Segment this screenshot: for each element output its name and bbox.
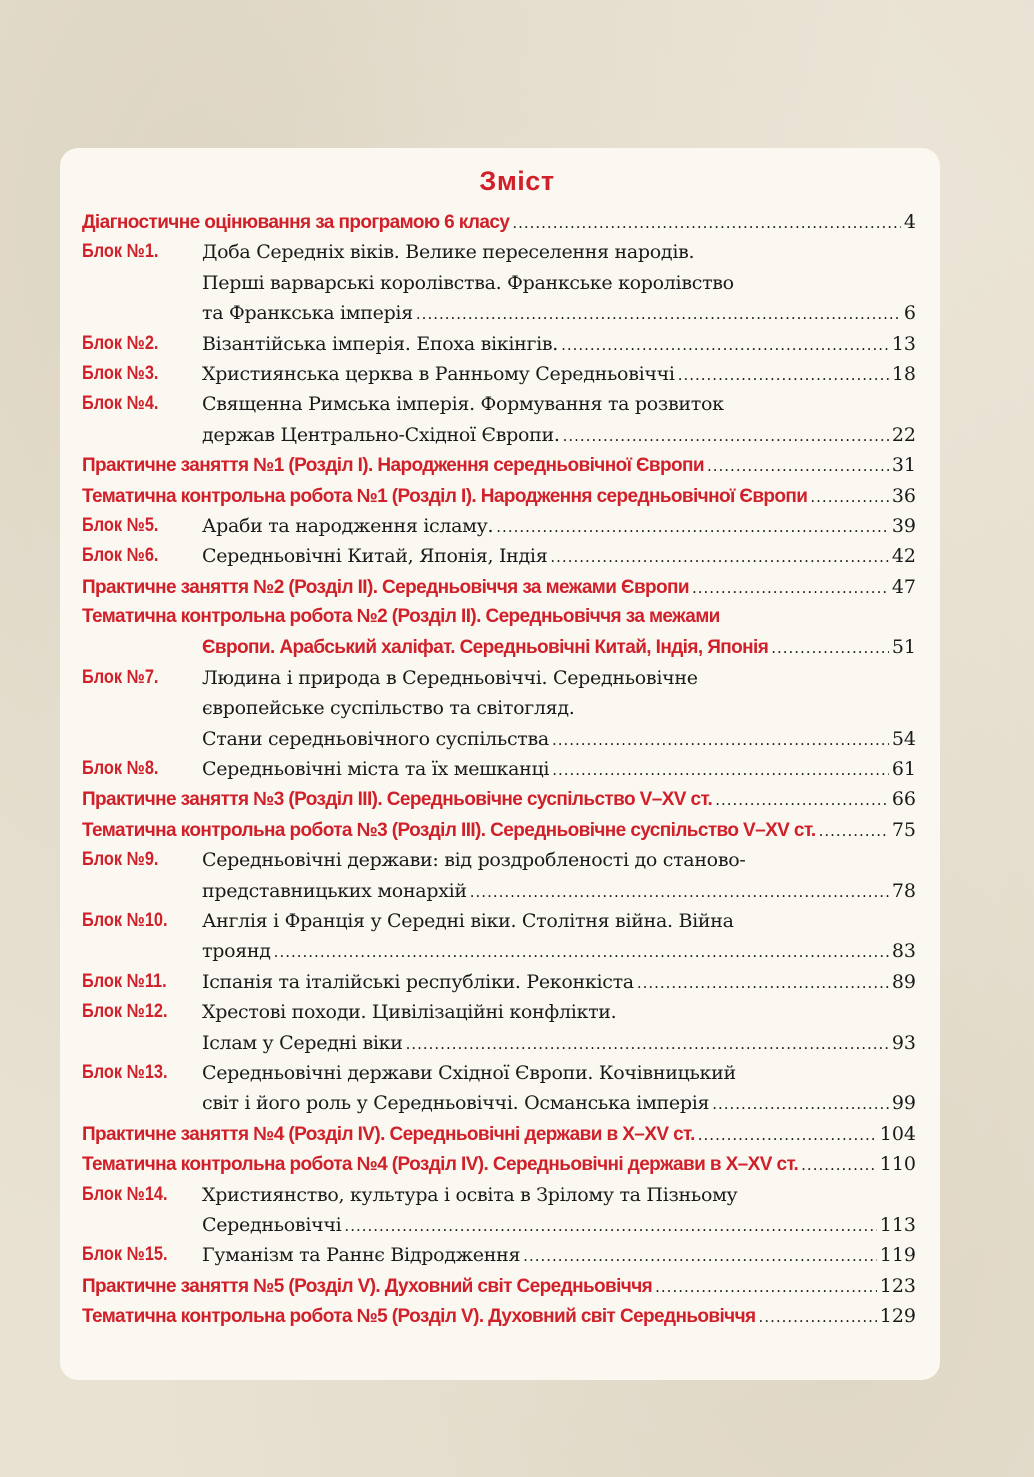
toc-row xyxy=(82,207,916,237)
leader-dots xyxy=(801,1150,877,1180)
page-number: 61 xyxy=(891,758,916,781)
toc-row xyxy=(82,268,916,298)
toc-row xyxy=(82,1058,916,1088)
entry-title: Тематична контрольна робота №1 (Розділ І). Народження середньовічної Європи xyxy=(82,485,808,507)
leader-dots xyxy=(406,1029,889,1059)
leader-dots xyxy=(512,208,901,238)
block-label: Блок №12. xyxy=(82,1001,168,1023)
entry-title: Практичне заняття №1 (Розділ І). Народження середньовічної Європи xyxy=(82,455,704,477)
block-label: Блок №1. xyxy=(82,241,159,263)
page-number: 75 xyxy=(891,818,916,841)
page-number: 54 xyxy=(891,727,916,750)
toc-row xyxy=(82,845,916,875)
toc-row xyxy=(82,663,916,693)
entry-title: Середньовічні міста та їх мешканці xyxy=(202,758,550,781)
page-number: 18 xyxy=(891,362,916,385)
entry-title: Тематична контрольна робота №3 (Розділ ІІІ). Середньовічне суспільство V–XV ст. xyxy=(82,819,816,841)
page-number: 42 xyxy=(891,545,916,568)
leader-dots xyxy=(678,360,889,390)
toc-row xyxy=(82,481,916,511)
toc-row xyxy=(82,389,916,419)
toc-row xyxy=(82,572,916,602)
entry-title: світ і його роль у Середньовіччі. Османська імперія xyxy=(202,1092,710,1115)
entry-title: та Франкська імперія xyxy=(202,302,413,325)
page-number: 78 xyxy=(891,879,916,902)
toc-row xyxy=(82,1149,916,1179)
block-label: Блок №6. xyxy=(82,545,159,567)
entry-title: Тематична контрольна робота №5 (Розділ V). Духовний світ Середньовіччя xyxy=(82,1306,756,1328)
entry-title: Практичне заняття №4 (Розділ IV). Середньовічні держави в Х–XV ст. xyxy=(82,1123,695,1145)
entry-title: Середньовічні держави Східної Європи. Кочівницький xyxy=(202,1061,736,1084)
toc-row xyxy=(82,237,916,267)
entry-title: держав Центрально-Східної Європи. xyxy=(202,423,560,446)
leader-dots xyxy=(552,725,889,755)
leader-dots xyxy=(274,937,889,967)
page-number: 93 xyxy=(891,1031,916,1054)
leader-dots xyxy=(523,1241,877,1271)
page-number: 4 xyxy=(903,211,916,233)
entry-title: Тематична контрольна робота №4 (Розділ IV). Середньовічні держави в Х–XV ст. xyxy=(82,1154,799,1176)
toc-row xyxy=(82,784,916,814)
entry-title: Християнство, культура і освіта в Зрілому та Пізньому xyxy=(202,1183,738,1206)
block-label: Блок №7. xyxy=(82,666,159,688)
page-number: 123 xyxy=(879,1274,916,1297)
leader-dots xyxy=(810,482,888,512)
leader-dots xyxy=(550,542,888,572)
page-number: 99 xyxy=(891,1092,916,1115)
toc-row xyxy=(82,329,916,359)
toc-row xyxy=(82,967,916,997)
leader-dots xyxy=(692,573,889,603)
page-number: 83 xyxy=(891,940,916,963)
toc-row xyxy=(82,754,916,784)
page-number: 129 xyxy=(879,1305,916,1328)
entry-title: Практичне заняття №3 (Розділ ІІІ). Середньовічне суспільство V–XV ст. xyxy=(82,789,713,811)
block-label: Блок №15. xyxy=(82,1244,168,1266)
toc-row xyxy=(82,1240,916,1270)
block-label: Блок №2. xyxy=(82,332,159,354)
page-number: 13 xyxy=(891,332,916,355)
toc-row xyxy=(82,541,916,571)
entry-title: Іспанія та італійські республіки. Реконкіста xyxy=(202,970,634,993)
leader-dots xyxy=(637,968,889,998)
page-number: 110 xyxy=(879,1153,916,1176)
leader-dots xyxy=(655,1272,877,1302)
entry-title: троянд xyxy=(202,940,271,963)
leader-dots xyxy=(715,785,889,815)
entry-title: Практичне заняття №5 (Розділ V). Духовний світ Середньовіччя xyxy=(82,1275,653,1297)
leader-dots xyxy=(698,1120,877,1150)
leader-dots xyxy=(759,1302,877,1332)
entry-title: Араби та народження ісламу. xyxy=(202,514,494,537)
toc-row xyxy=(82,876,916,906)
page-number: 39 xyxy=(891,514,916,537)
entry-title: Практичне заняття №2 (Розділ ІІ). Середньовіччя за межами Європи xyxy=(82,576,689,598)
entry-title: Священна Римська імперія. Формування та розвиток xyxy=(202,393,724,416)
page-number: 36 xyxy=(891,484,916,507)
toc-row xyxy=(82,1301,916,1331)
entry-title: Людина і природа в Середньовіччі. Середньовічне xyxy=(202,666,698,689)
entry-title: Візантійська імперія. Епоха вікінгів. xyxy=(202,332,559,355)
toc-row xyxy=(82,1028,916,1058)
leader-dots xyxy=(707,451,889,481)
page-title: Зміст xyxy=(479,166,555,196)
entry-title: Діагностичне оцінювання за програмою 6 класу xyxy=(82,212,510,233)
toc-row xyxy=(82,359,916,389)
block-label: Блок №9. xyxy=(82,849,159,871)
entry-title: Середньовічні Китай, Японія, Індія xyxy=(202,545,548,568)
entry-title: Європи. Арабський халіфат. Середньовічні Китай, Індія, Японія xyxy=(202,637,769,659)
toc-row xyxy=(82,420,916,450)
leader-dots xyxy=(771,633,889,663)
block-label: Блок №10. xyxy=(82,909,168,931)
entry-title: Іслам у Середні віки xyxy=(202,1031,403,1054)
toc-row xyxy=(82,1088,916,1118)
toc-row xyxy=(82,815,916,845)
table-of-contents xyxy=(82,207,916,1331)
page-number: 104 xyxy=(879,1122,916,1145)
leader-dots xyxy=(563,421,889,451)
page-number: 6 xyxy=(903,302,916,325)
entry-title: Стани середньовічного суспільства xyxy=(202,727,549,750)
entry-title: Доба Середніх віків. Велике переселення народів. xyxy=(202,241,695,264)
leader-dots xyxy=(496,512,889,542)
entry-title: Середньовіччі xyxy=(202,1213,342,1236)
toc-row xyxy=(82,724,916,754)
leader-dots xyxy=(712,1089,889,1119)
block-label: Блок №5. xyxy=(82,514,159,536)
entry-title: Хрестові походи. Цивілізаційні конфлікти. xyxy=(202,1001,617,1024)
leader-dots xyxy=(344,1211,876,1241)
leader-dots xyxy=(416,299,901,329)
entry-title: Середньовічні держави: від роздробленості до станово- xyxy=(202,849,746,872)
block-label: Блок №3. xyxy=(82,362,159,384)
toc-row xyxy=(82,632,916,662)
toc-row xyxy=(82,1180,916,1210)
entry-title: Перші варварські королівства. Франкське королівство xyxy=(202,271,734,294)
block-label: Блок №11. xyxy=(82,970,167,992)
toc-row xyxy=(82,1210,916,1240)
block-label: Блок №8. xyxy=(82,758,159,780)
block-label: Блок №13. xyxy=(82,1061,168,1083)
page-number: 51 xyxy=(891,636,916,659)
entry-title: Гуманізм та Раннє Відродження xyxy=(202,1244,521,1267)
toc-row xyxy=(82,693,916,723)
page-number: 66 xyxy=(891,788,916,811)
leader-dots xyxy=(552,755,889,785)
toc-row xyxy=(82,511,916,541)
toc-row xyxy=(82,450,916,480)
entry-title: Англія і Франція у Середні віки. Столітня війна. Війна xyxy=(202,909,734,932)
page-number: 89 xyxy=(891,970,916,993)
page-number: 113 xyxy=(879,1213,916,1236)
toc-row xyxy=(82,1119,916,1149)
toc-row xyxy=(82,997,916,1027)
toc-row xyxy=(82,602,916,632)
block-label: Блок №4. xyxy=(82,393,159,415)
entry-title: Християнська церква в Ранньому Середньовіччі xyxy=(202,362,675,385)
toc-row xyxy=(82,298,916,328)
page-number: 22 xyxy=(891,423,916,446)
page-number: 119 xyxy=(879,1244,916,1267)
page-number: 31 xyxy=(891,454,916,477)
leader-dots xyxy=(470,877,889,907)
entry-title: європейське суспільство та світогляд. xyxy=(202,697,575,720)
block-label: Блок №14. xyxy=(82,1183,168,1205)
entry-title: Тематична контрольна робота №2 (Розділ ІІ). Середньовіччя за межами xyxy=(82,606,720,628)
toc-row xyxy=(82,1271,916,1301)
leader-dots xyxy=(819,816,889,846)
page-number: 47 xyxy=(891,575,916,598)
toc-row xyxy=(82,936,916,966)
leader-dots xyxy=(561,330,889,360)
entry-title: представницьких монархій xyxy=(202,879,467,902)
toc-row xyxy=(82,906,916,936)
